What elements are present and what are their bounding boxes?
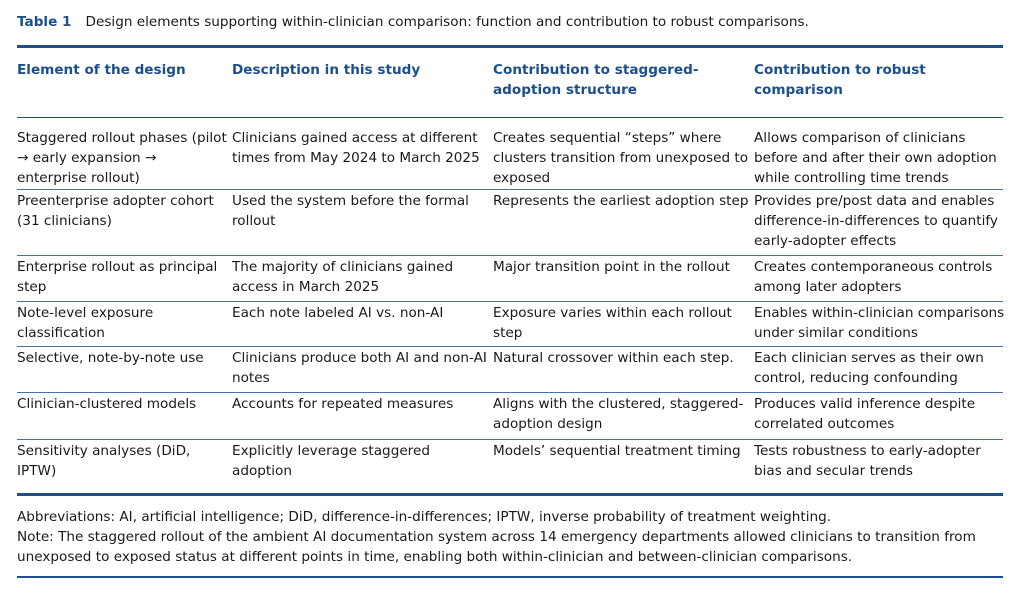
footer-rule xyxy=(17,576,1003,578)
cell-description: Used the system before the formal rollout xyxy=(232,193,469,229)
cell-element: Selective, note-by-note use xyxy=(17,350,204,366)
table-label: Table 1 xyxy=(17,14,72,30)
cell-element: Note-level exposure classification xyxy=(17,305,154,341)
top-rule xyxy=(17,45,1003,48)
table-row xyxy=(17,347,1003,393)
cell-staggered-contribution: Aligns with the clustered, staggered-adoption design xyxy=(493,396,744,432)
cell-robust-contribution: Tests robustness to early-adopter bias and secular trends xyxy=(754,443,981,479)
cell-description: Accounts for repeated measures xyxy=(232,396,454,412)
cell-description: The majority of clinicians gained access in March 2025 xyxy=(232,259,454,295)
cell-staggered-contribution: Natural crossover within each step. xyxy=(493,350,734,366)
cell-staggered-contribution: Creates sequential “steps” where clusters transition from unexposed to exposed xyxy=(493,130,749,186)
column-header-staggered-adoption: Contribution to staggered-adoption structure xyxy=(493,62,699,98)
cell-element: Clinician-clustered models xyxy=(17,396,197,412)
cell-robust-contribution: Provides pre/post data and enables difference-in-differences to quantify early-adopter effects xyxy=(754,193,998,249)
cell-description: Each note labeled AI vs. non-AI xyxy=(232,305,444,321)
cell-robust-contribution: Allows comparison of clinicians before and after their own adoption while controlling time trends xyxy=(754,130,997,186)
cell-element: Enterprise rollout as principal step xyxy=(17,259,218,295)
cell-description: Clinicians produce both AI and non-AI notes xyxy=(232,350,487,386)
column-header-description: Description in this study xyxy=(232,62,421,78)
cell-robust-contribution: Each clinician serves as their own control, reducing confounding xyxy=(754,350,984,386)
table-row xyxy=(17,302,1003,347)
header-rule xyxy=(17,117,1003,118)
cell-staggered-contribution: Models’ sequential treatment timing xyxy=(493,443,741,459)
table-row xyxy=(17,440,1003,486)
cell-robust-contribution: Creates contemporaneous controls among later adopters xyxy=(754,259,993,295)
table-note: Note: The staggered rollout of the ambient AI documentation system across 14 emergency departments allowed clinicians to transition from unexposed to exposed status at different points in time, enabling both within-clinician and between-clinician comparisons. xyxy=(17,529,976,565)
column-header-robust-comparison: Contribution to robust comparison xyxy=(754,62,926,98)
table-body xyxy=(17,127,1003,486)
cell-staggered-contribution: Major transition point in the rollout xyxy=(493,259,730,275)
cell-element: Staggered rollout phases (pilot → early expansion → enterprise rollout) xyxy=(17,130,227,186)
cell-staggered-contribution: Represents the earliest adoption step xyxy=(493,193,749,209)
cell-staggered-contribution: Exposure varies within each rollout step xyxy=(493,305,732,341)
column-header-element: Element of the design xyxy=(17,62,186,78)
table-row xyxy=(17,190,1003,256)
cell-description: Explicitly leverage staggered adoption xyxy=(232,443,430,479)
cell-element: Preenterprise adopter cohort (31 clinicians) xyxy=(17,193,214,229)
table-row xyxy=(17,256,1003,302)
cell-robust-contribution: Produces valid inference despite correlated outcomes xyxy=(754,396,976,432)
table-caption xyxy=(17,13,809,31)
table-row xyxy=(17,393,1003,440)
cell-description: Clinicians gained access at different times from May 2024 to March 2025 xyxy=(232,130,480,166)
table-row xyxy=(17,127,1003,190)
cell-robust-contribution: Enables within-clinician comparisons under similar conditions xyxy=(754,305,1005,341)
table-bottom-rule xyxy=(17,493,1003,496)
table-caption-text: Design elements supporting within-clinician comparison: function and contribution to robust comparisons. xyxy=(85,14,809,30)
cell-element: Sensitivity analyses (DiD, IPTW) xyxy=(17,443,191,479)
abbreviations-footnote: Abbreviations: AI, artificial intelligence; DiD, difference-in-differences; IPTW, inverse probability of treatment weighting. xyxy=(17,509,832,525)
